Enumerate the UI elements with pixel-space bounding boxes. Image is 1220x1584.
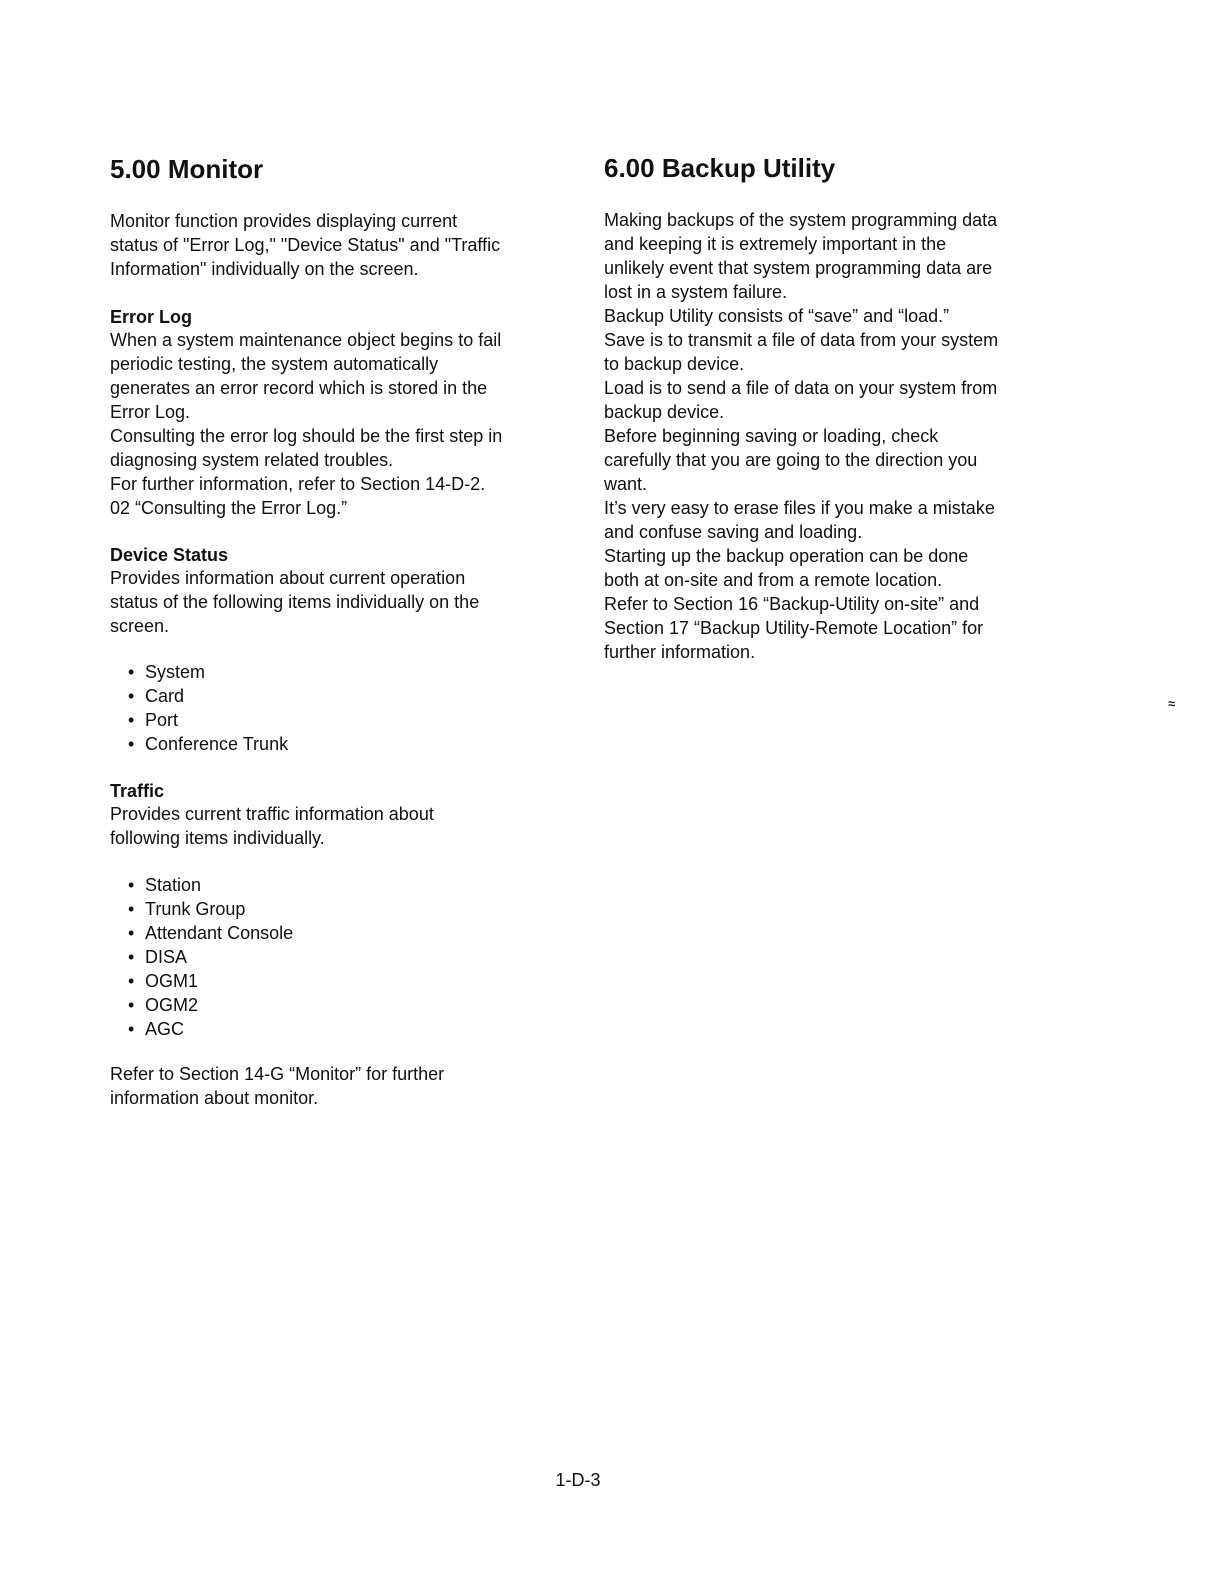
text-line: Refer to Section 14-G “Monitor” for further — [110, 1064, 445, 1084]
traffic-heading: Traffic — [110, 781, 165, 801]
page-number: 1-D-3 — [555, 1470, 601, 1490]
backup-utility-body — [604, 208, 998, 664]
text-line: diagnosing system related troubles. — [110, 450, 394, 470]
text-line: carefully that you are going to the direction you — [604, 450, 978, 470]
error-log-heading: Error Log — [110, 307, 193, 327]
list-item: • Card — [128, 684, 288, 708]
scan-mark-icon: ≈ — [1168, 696, 1175, 711]
text-line: Error Log. — [110, 402, 191, 422]
traffic-body — [110, 802, 434, 850]
list-item: • Attendant Console — [128, 921, 293, 945]
text-line: both at on-site and from a remote location. — [604, 570, 943, 590]
text-line: Refer to Section 16 “Backup-Utility on-site” and — [604, 594, 980, 614]
text-line: Monitor function provides displaying current — [110, 211, 458, 231]
text-line: Provides information about current operation — [110, 568, 466, 588]
list-item: • OGM1 — [128, 969, 293, 993]
text-line: backup device. — [604, 402, 725, 422]
text-line: Consulting the error log should be the first step in — [110, 426, 503, 446]
monitor-intro — [110, 209, 500, 281]
text-line: Information" individually on the screen. — [110, 259, 419, 279]
text-line: Starting up the backup operation can be done — [604, 546, 969, 566]
device-status-list — [128, 660, 288, 756]
text-line: Making backups of the system programming data — [604, 210, 998, 230]
text-line: information about monitor. — [110, 1088, 319, 1108]
device-status-body — [110, 566, 479, 638]
device-status-heading: Device Status — [110, 545, 229, 565]
list-item: • Station — [128, 873, 293, 897]
list-item: • Port — [128, 708, 288, 732]
list-item: • AGC — [128, 1017, 293, 1041]
error-log-body — [110, 328, 502, 520]
text-line: 02 “Consulting the Error Log.” — [110, 498, 348, 518]
text-line: status of the following items individually on the — [110, 592, 480, 612]
list-item: • Trunk Group — [128, 897, 293, 921]
text-line: When a system maintenance object begins to fail — [110, 330, 502, 350]
backup-utility-heading: 6.00 Backup Utility — [604, 153, 836, 183]
text-line: and confuse saving and loading. — [604, 522, 863, 542]
text-line: Provides current traffic information about — [110, 804, 434, 824]
text-line: Backup Utility consists of “save” and “load.” — [604, 306, 950, 326]
text-line: further information. — [604, 642, 756, 662]
text-line: periodic testing, the system automatically — [110, 354, 439, 374]
text-line: unlikely event that system programming data are — [604, 258, 993, 278]
text-line: Load is to send a file of data on your system from — [604, 378, 998, 398]
text-line: following items individually. — [110, 828, 325, 848]
text-line: screen. — [110, 616, 170, 636]
monitor-heading: 5.00 Monitor — [110, 154, 264, 184]
text-line: Section 17 “Backup Utility-Remote Location” for — [604, 618, 984, 638]
text-line: lost in a system failure. — [604, 282, 788, 302]
list-item: • DISA — [128, 945, 293, 969]
text-line: and keeping it is extremely important in the — [604, 234, 947, 254]
list-item: • OGM2 — [128, 993, 293, 1017]
traffic-list — [128, 873, 293, 1041]
text-line: For further information, refer to Section 14-D-2. — [110, 474, 486, 494]
text-line: It’s very easy to erase files if you make a mistake — [604, 498, 995, 518]
list-item: • System — [128, 660, 288, 684]
text-line: want. — [604, 474, 648, 494]
monitor-closing — [110, 1062, 444, 1110]
text-line: to backup device. — [604, 354, 745, 374]
text-line: generates an error record which is stored in the — [110, 378, 488, 398]
page-footer — [0, 1468, 1220, 1492]
list-item: • Conference Trunk — [128, 732, 288, 756]
text-line: Before beginning saving or loading, check — [604, 426, 939, 446]
text-line: status of "Error Log," "Device Status" and "Traffic — [110, 235, 501, 255]
text-line: Save is to transmit a file of data from your system — [604, 330, 999, 350]
